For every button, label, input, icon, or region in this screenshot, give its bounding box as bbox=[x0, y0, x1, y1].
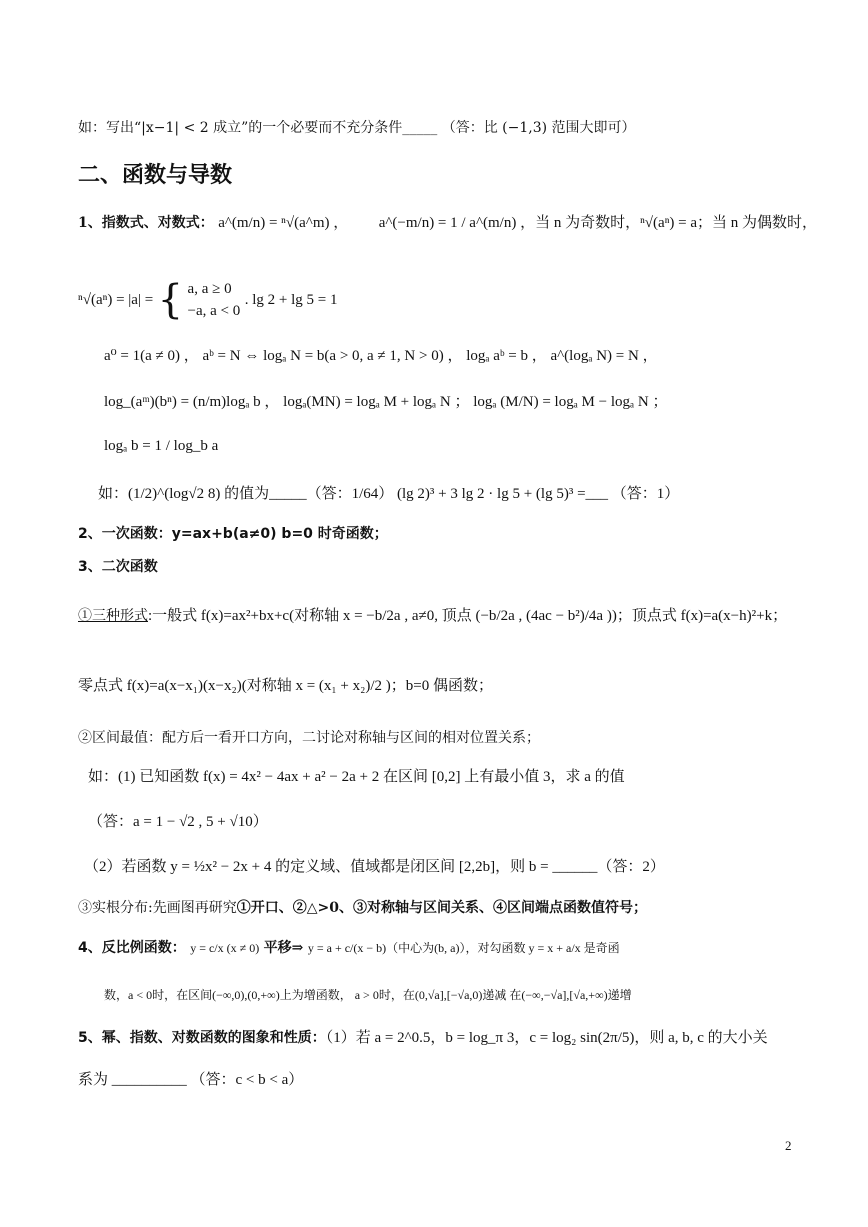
quadratic-function-heading: 3、二次函数 bbox=[78, 559, 158, 575]
monotonicity-note: 数，a < 0时，在区间(−∞,0),(0,+∞)上为增函数， a > 0时，在(0,√a],[−√a,0)递减 在(−∞,−√a],[√a,+∞)递增 bbox=[104, 988, 632, 1002]
case-2: −a, a < 0 bbox=[187, 303, 241, 319]
translated-formula: y = a + c/(x − b)（中心为(b, a)），对勾函数 y = x + a/x 是奇函 bbox=[307, 941, 620, 955]
inverse-function-line bbox=[78, 938, 798, 958]
power-exp-log-label: 5、幂、指数、对数函数的图象和性质： bbox=[78, 1030, 326, 1046]
three-forms-label: ①三种形式 bbox=[78, 608, 148, 624]
change-of-base: logₐ b = 1 / log_b a bbox=[104, 438, 219, 454]
size-relation-answer: 系为 __________ （答：c < b < a） bbox=[78, 1072, 304, 1088]
line-text: 如：写出“|x−1| < 2 成立”的一个必要而不充分条件_____ （答：比 (−1,3) 范围大即可） bbox=[78, 120, 636, 136]
lg-identity: . lg 2 + lg 5 = 1 bbox=[244, 292, 338, 308]
example-domain-range: （2）若函数 y = ½x² − 2x + 4 的定义域、值域都是闭区间 [2,2b]，则 b = ______（答：2） bbox=[84, 859, 665, 875]
formula-negative-exp: a^(−m/n) = 1 / a^(m/n) ，当 n 为奇数时，ⁿ√(aⁿ) = a；当 n 为偶数时， bbox=[378, 215, 818, 231]
root-distribution-steps: ①开口、②△>0、③对称轴与区间关系、④区间端点函数值符号； bbox=[236, 900, 647, 916]
example-log-values: 如：(1/2)^(log√2 8) 的值为_____（答：1/64） (lg 2)³ + 3 lg 2 · lg 5 + (lg 5)³ =___ （答：1） bbox=[98, 486, 680, 502]
zero-point-form: 零点式 f(x)=a(x−x₁)(x−x₂)(对称轴 x = (x₁ + x₂)/2 )；b=0 偶函数； bbox=[78, 678, 493, 694]
translate-label: 平移⇒ bbox=[263, 940, 304, 956]
example-necessary-condition bbox=[78, 118, 798, 138]
example-min-value: 如：(1) 已知函数 f(x) = 4x² − 4ax + a² − 2a + 2 在区间 [0,2] 上有最小值 3，求 a 的值 bbox=[88, 769, 625, 785]
power-exp-log-line bbox=[78, 1028, 798, 1048]
page-number: 2 bbox=[785, 1138, 792, 1153]
linear-function-heading: 2、一次函数：y=ax+b(a≠0) b=0 时奇函数； bbox=[78, 526, 388, 542]
exp-log-formula-line bbox=[78, 213, 818, 233]
abs-value-cases bbox=[78, 278, 798, 322]
item-label: 1、指数式、对数式： bbox=[78, 215, 214, 231]
root-distribution-intro: ③实根分布:先画图再研究 bbox=[78, 900, 237, 916]
abs-formula: ⁿ√(aⁿ) = |a| = bbox=[78, 292, 154, 308]
log-rules: log_(aᵐ)(bⁿ) = (n/m)logₐ b ， logₐ(MN) = logₐ M + logₐ N ； logₐ (M/N) = logₐ M − logₐ N ； bbox=[104, 394, 668, 410]
example-min-answer: （答：a = 1 − √2 , 5 + √10） bbox=[88, 814, 268, 830]
inverse-function-label: 4、反比例函数： bbox=[78, 940, 186, 956]
inverse-formula: y = c/x (x ≠ 0) bbox=[190, 941, 260, 955]
case-1: a, a ≥ 0 bbox=[187, 281, 232, 297]
power-exp-log-example: （1）若 a = 2^0.5，b = log_π 3，c = log₂ sin(2π/5)，则 a, b, c 的大小关 bbox=[325, 1030, 768, 1046]
log-definitions: a⁰ = 1(a ≠ 0) ， aᵇ = N ⇔ logₐ N = b(a > 0, a ≠ 1, N > 0) ， logₐ aᵇ = b ， a^(logₐ N) = N ， bbox=[104, 348, 658, 364]
quadratic-forms-line bbox=[78, 606, 798, 626]
section-heading: 二、函数与导数 bbox=[78, 163, 233, 188]
brace-symbol: { bbox=[157, 277, 184, 323]
formula-root: a^(m/n) = ⁿ√(a^m) ， bbox=[218, 215, 349, 231]
cases-block bbox=[188, 278, 241, 322]
interval-extremum: ②区间最值：配方后一看开口方向，二讨论对称轴与区间的相对位置关系； bbox=[78, 730, 540, 746]
quadratic-forms-text: :一般式 f(x)=ax²+bx+c(对称轴 x = −b/2a , a≠0, 顶点 (−b/2a , (4ac − b²)/4a ))；顶点式 f(x)=a(x−h)²+k； bbox=[148, 608, 788, 624]
root-distribution bbox=[78, 898, 798, 918]
